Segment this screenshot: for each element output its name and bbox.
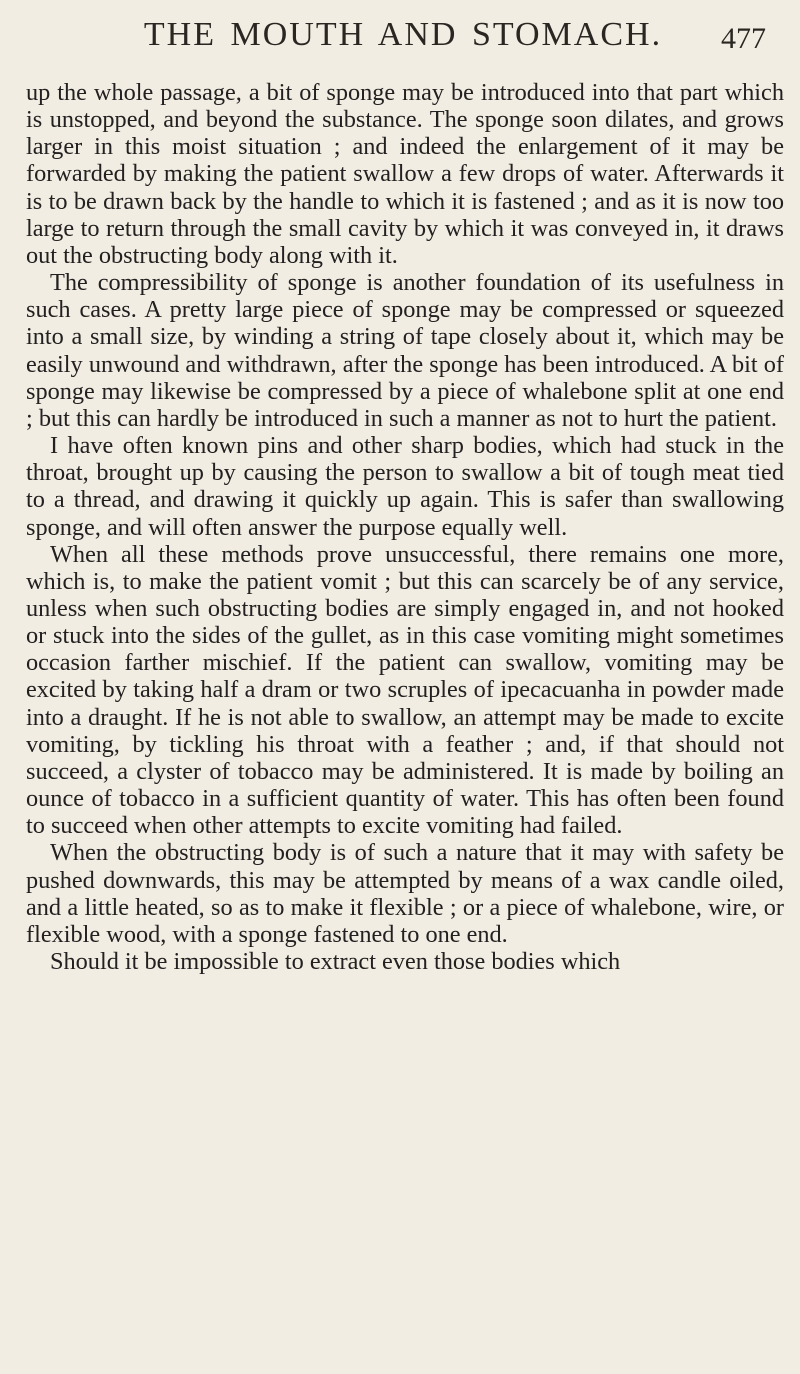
paragraph-impossible-to-extract: Should it be impossible to extract even those bodies which — [50, 948, 621, 975]
paragraph-tough-meat: I have often known pins and other sharp bodies, which had stuck in the throat, brought up by causing the person to swallow a bit of tough meat tied to a thread, and drawing it quickly up again. This is safer than swallowing sponge, and will often answer the purpose equally well. — [26, 432, 784, 541]
running-head: THE MOUTH AND STOMACH. — [143, 16, 663, 53]
paragraph-continued: up the whole passage, a bit of sponge may be introduced into that part which is unstopped, and beyond the substance. The sponge soon dilates, and grows larger in this moist situation ; and indeed the enlargement of it may be forwarded by making the patient swallow a few drops of water. Afterwards it is to be drawn back by the handle to which it is fastened ; and as it is now too large to return through the small cavity by which it was conveyed in, it draws out the obstructing body along with it. — [26, 79, 784, 269]
paragraph-sponge-compressibility: The compressibility of sponge is another foundation of its usefulness in such cases. A pretty large piece of sponge may be compressed or squeezed into a small size, by winding a string of tape closely about it, which may be easily unwound and withdrawn, after the sponge has been introduced. A bit of sponge may likewise be compressed by a piece of whalebone split at one end ; but this can hardly be introduced in such a manner as not to hurt the patient. — [26, 269, 784, 432]
body-text — [26, 79, 784, 975]
page-number: 477 — [721, 22, 766, 55]
page-header — [40, 16, 766, 66]
paragraph-pushing-downwards: When the obstructing body is of such a nature that it may with safety be pushed downwards, this may be attempted by means of a wax candle oiled, and a little heated, so as to make it flexible ; or a piece of whalebone, wire, or flexible wood, with a sponge fastened to one end. — [26, 839, 784, 948]
paragraph-vomiting: When all these methods prove unsuccessful, there remains one more, which is, to make the patient vomit ; but this can scarcely be of any service, unless when such obstructing bodies are simply engaged in, and not hooked or stuck into the sides of the gullet, as in this case vomiting might sometimes occasion farther mischief. If the patient can swallow, vomiting may be excited by taking half a dram or two scruples of ipecacuanha in powder made into a draught. If he is not able to swallow, an attempt may be made to excite vomiting, by tickling his throat with a feather ; and, if that should not succeed, a clyster of tobacco may be administered. It is made by boiling an ounce of tobacco in a sufficient quantity of water. This has often been found to succeed when other attempts to excite vomiting had failed. — [26, 540, 784, 840]
